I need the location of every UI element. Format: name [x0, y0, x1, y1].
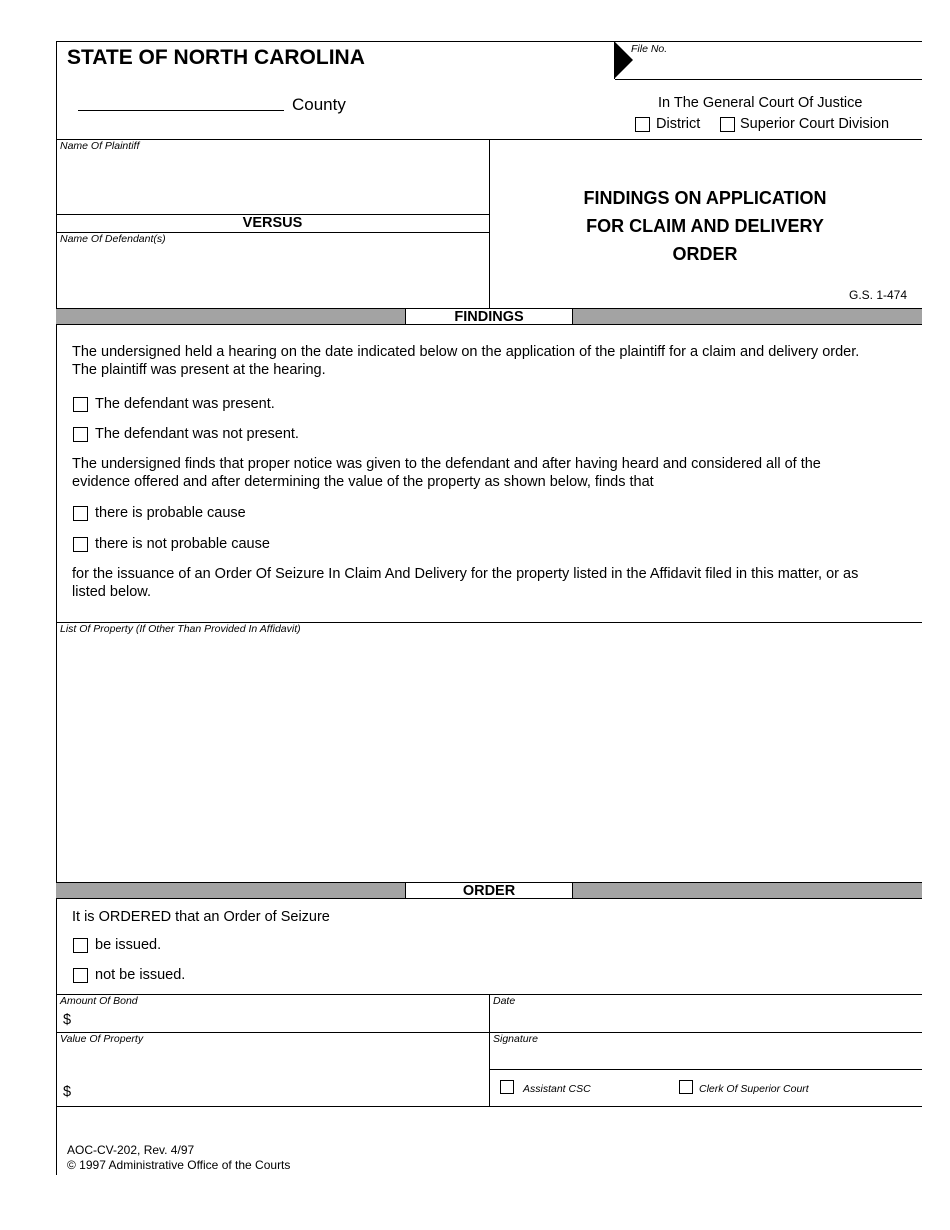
clerk-superior-court-checkbox[interactable] [679, 1080, 693, 1094]
plaintiff-label: Name Of Plaintiff [60, 140, 140, 152]
file-no-top-border [615, 41, 922, 42]
form-title-line-3: ORDER [672, 244, 738, 264]
defendant-present-label: The defendant was present. [95, 396, 275, 412]
copyright: © 1997 Administrative Office of the Courts [67, 1158, 291, 1172]
seizure-not-issued-label: not be issued. [95, 967, 186, 983]
district-label: District [656, 116, 701, 132]
defendant-present-checkbox[interactable] [73, 397, 88, 412]
defendant-not-present-label: The defendant was not present. [95, 426, 299, 442]
findings-heading: FINDINGS [405, 308, 573, 325]
signature-label: Signature [493, 1033, 538, 1045]
value-field[interactable] [76, 1080, 484, 1102]
bond-row-bottom-border [56, 1032, 922, 1033]
findings-paragraph-3-line-1: for the issuance of an Order Of Seizure In Claim And Delivery for the property listed in the Affidavit filed in this matter, or as [72, 566, 859, 582]
form-number: AOC-CV-202, Rev. 4/97 [67, 1143, 195, 1157]
property-list-label: List Of Property (If Other Than Provided In Affidavit) [60, 623, 301, 635]
form-title-line-1: FINDINGS ON APPLICATION [583, 188, 827, 208]
seizure-not-issued-checkbox[interactable] [73, 968, 88, 983]
district-checkbox[interactable] [635, 117, 650, 132]
probable-cause-checkbox[interactable] [73, 506, 88, 521]
bond-currency: $ [63, 1012, 72, 1028]
versus-label: VERSUS [242, 215, 303, 231]
bond-field[interactable] [76, 1010, 484, 1030]
superior-court-checkbox[interactable] [720, 117, 735, 132]
probable-cause-label: there is probable cause [95, 505, 246, 521]
file-no-label: File No. [631, 43, 668, 55]
date-field[interactable] [494, 1010, 918, 1030]
file-no-bottom-border [615, 79, 922, 80]
findings-paragraph-2-line-1: The undersigned finds that proper notice was given to the defendant and after having heard and considered all of the [72, 456, 821, 472]
form-title-line-2: FOR CLAIM AND DELIVERY [586, 216, 824, 236]
findings-paragraph-3-line-2: listed below. [72, 584, 151, 600]
findings-paragraph-1-line-1: The undersigned held a hearing on the date indicated below on the application of the plaintiff for a claim and delivery order. [72, 344, 860, 360]
county-name-field[interactable] [78, 110, 284, 111]
seizure-issued-label: be issued. [95, 937, 162, 953]
signature-row-bottom-border [490, 1069, 922, 1070]
not-probable-cause-label: there is not probable cause [95, 536, 270, 552]
findings-paragraph-1-line-2: The plaintiff was present at the hearing. [72, 362, 326, 378]
court-label: In The General Court Of Justice [658, 95, 863, 111]
order-intro: It is ORDERED that an Order of Seizure [72, 909, 330, 925]
superior-court-label: Superior Court Division [740, 116, 890, 132]
assistant-csc-checkbox[interactable] [500, 1080, 514, 1094]
value-label: Value Of Property [60, 1033, 144, 1045]
property-list-field[interactable] [60, 638, 918, 878]
seizure-issued-checkbox[interactable] [73, 938, 88, 953]
not-probable-cause-checkbox[interactable] [73, 537, 88, 552]
bond-label: Amount Of Bond [60, 995, 138, 1007]
bottom-grid-bottom-border [56, 1106, 922, 1107]
plaintiff-field[interactable] [60, 155, 485, 211]
assistant-csc-label: Assistant CSC [523, 1083, 591, 1095]
defendant-not-present-checkbox[interactable] [73, 427, 88, 442]
top-border [56, 41, 615, 42]
signature-field[interactable] [494, 1048, 918, 1067]
file-no-field[interactable] [640, 56, 920, 76]
statute-reference: G.S. 1-474 [849, 288, 908, 302]
defendant-field[interactable] [60, 248, 485, 304]
state-title: STATE OF NORTH CAROLINA [67, 46, 365, 69]
value-currency: $ [63, 1084, 72, 1100]
defendant-label: Name Of Defendant(s) [60, 233, 166, 245]
left-border [56, 41, 57, 1175]
date-label: Date [493, 995, 516, 1007]
county-label: County [292, 95, 346, 114]
clerk-superior-court-label: Clerk Of Superior Court [699, 1083, 809, 1095]
bottom-grid-divider [489, 994, 490, 1106]
order-heading: ORDER [405, 882, 573, 899]
findings-paragraph-2-line-2: evidence offered and after determining the value of the property as shown below, finds that [72, 474, 654, 490]
